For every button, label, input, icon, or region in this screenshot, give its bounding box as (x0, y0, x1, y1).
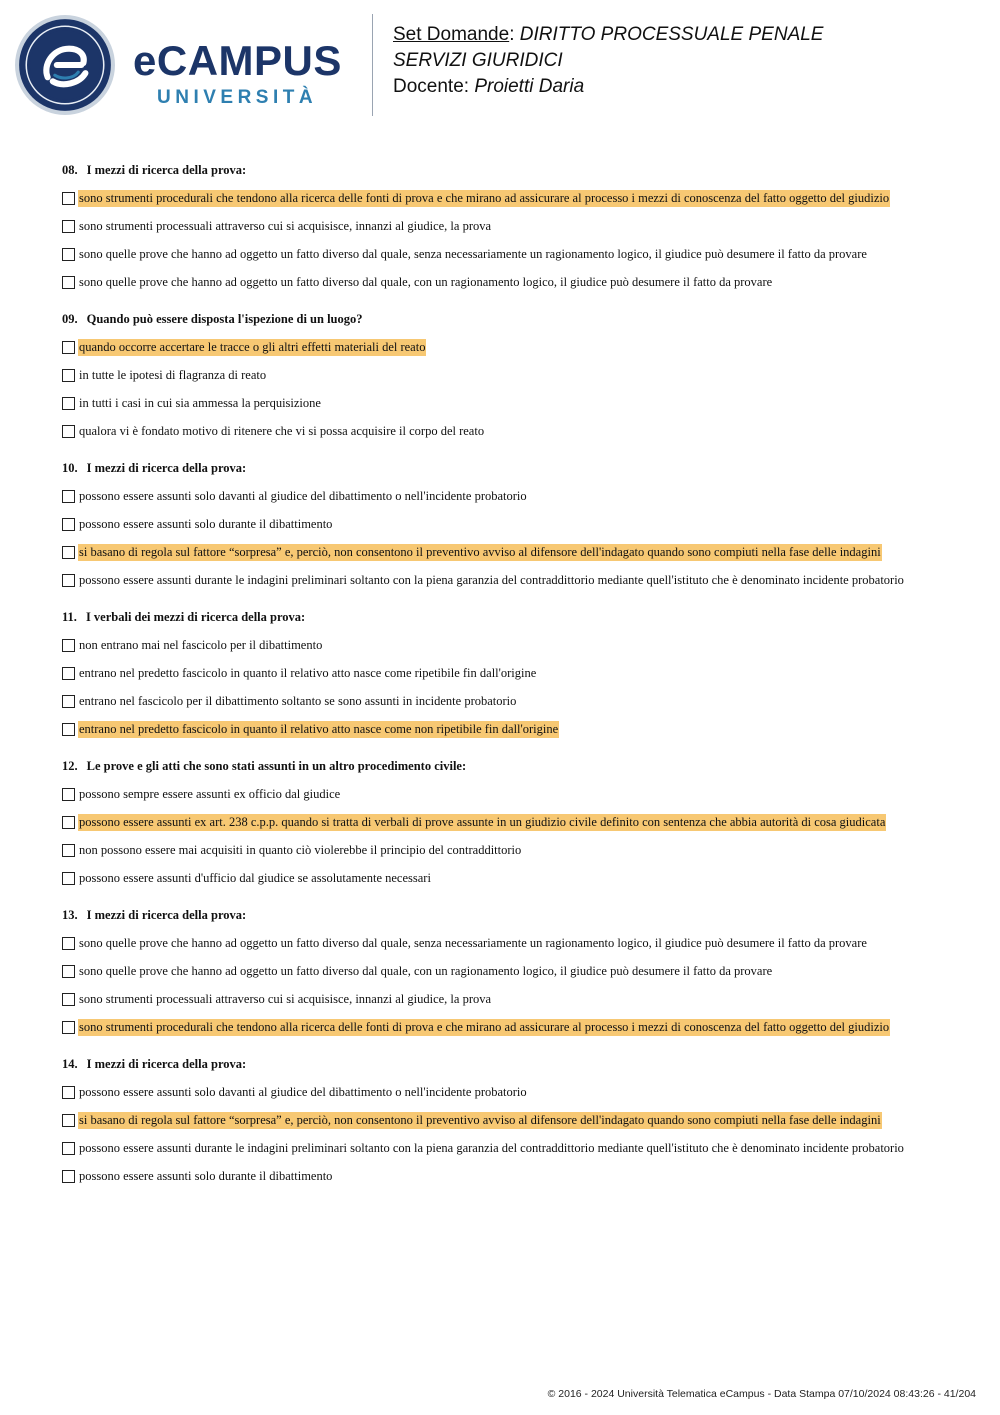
answer-checkbox[interactable] (62, 341, 75, 354)
answer-option[interactable] (62, 510, 982, 538)
ecampus-logo (133, 37, 358, 109)
answer-text-highlighted: si basano di regola sul fattore “sorpresa” e, perciò, non consentono il preventivo avviso al difensore dell'indagato quando sono compiuti nella fase delle indagini (79, 1112, 881, 1127)
answer-text: sono quelle prove che hanno ad oggetto un fatto diverso dal quale, senza necessariamente un ragionamento logico, il giudice può desumere il fatto da provare (79, 935, 867, 950)
answer-checkbox[interactable] (62, 546, 75, 559)
answer-text: possono essere assunti d'ufficio dal giudice se assolutamente necessari (79, 870, 431, 885)
answer-text: qualora vi è fondato motivo di ritenere che vi si possa acquisire il corpo del reato (79, 423, 485, 438)
question-text: I mezzi di ricerca della prova: (86, 908, 247, 922)
answer-text-highlighted: si basano di regola sul fattore “sorpresa” e, perciò, non consentono il preventivo avviso al difensore dell'indagato quando sono compiuti nella fase delle indagini (79, 544, 881, 559)
logo-wordmark: eCAMPUS (133, 37, 342, 84)
answer-checkbox[interactable] (62, 667, 75, 680)
answer-checkbox[interactable] (62, 574, 75, 587)
answer-checkbox[interactable] (62, 788, 75, 801)
answer-text: possono sempre essere assunti ex officio dal giudice (79, 786, 341, 801)
question-title (62, 758, 982, 774)
answer-text: sono quelle prove che hanno ad oggetto un fatto diverso dal quale, senza necessariamente un ragionamento logico, il giudice può desumere il fatto da provare (79, 246, 867, 261)
answer-option[interactable] (62, 659, 982, 687)
question-text: I verbali dei mezzi di ricerca della prova: (85, 610, 306, 624)
answer-text-highlighted: entrano nel predetto fascicolo in quanto il relativo atto nasce come non ripetibile fin dall'origine (79, 721, 559, 736)
teacher-line (393, 74, 983, 100)
question-text: I mezzi di ricerca della prova: (86, 1057, 247, 1071)
answer-option[interactable] (62, 482, 982, 510)
set-label: Set Domande (393, 24, 510, 45)
answer-checkbox[interactable] (62, 723, 75, 736)
answer-text: possono essere assunti durante le indagini preliminari soltanto con la piena garanzia del contraddittorio mediante quell'istituto che è denominato incidente probatorio (79, 572, 904, 587)
answer-text: non entrano mai nel fascicolo per il dibattimento (79, 637, 323, 652)
answer-option[interactable] (62, 538, 982, 566)
answer-option[interactable] (62, 715, 982, 743)
answer-option[interactable] (62, 1134, 982, 1162)
question-number: 09. (62, 312, 78, 326)
answer-text: entrano nel fascicolo per il dibattimento soltanto se sono assunti in incidente probatorio (79, 693, 517, 708)
answer-text: in tutte le ipotesi di flagranza di reato (79, 367, 267, 382)
question-number: 12. (62, 759, 78, 773)
question-block (62, 460, 982, 594)
answer-text: in tutti i casi in cui sia ammessa la perquisizione (79, 395, 321, 410)
subject-line-2: SERVIZI GIURIDICI (393, 50, 563, 71)
answer-text: possono essere assunti solo durante il dibattimento (79, 516, 333, 531)
answer-checkbox[interactable] (62, 490, 75, 503)
answer-checkbox[interactable] (62, 518, 75, 531)
page-footer: © 2016 - 2024 Università Telematica eCampus - Data Stampa 07/10/2024 08:43:26 - 41/204 (547, 1388, 976, 1400)
answer-option[interactable] (62, 836, 982, 864)
teacher-name: Proietti Daria (474, 76, 585, 97)
answer-checkbox[interactable] (62, 872, 75, 885)
answer-option[interactable] (62, 687, 982, 715)
answer-text: non possono essere mai acquisiti in quanto ciò violerebbe il principio del contraddittorio (79, 842, 522, 857)
answer-checkbox[interactable] (62, 1021, 75, 1034)
answer-checkbox[interactable] (62, 1142, 75, 1155)
question-title (62, 1056, 982, 1072)
answer-checkbox[interactable] (62, 816, 75, 829)
answer-text-highlighted: quando occorre accertare le tracce o gli altri effetti materiali del reato (79, 339, 426, 354)
answer-text: sono strumenti processuali attraverso cui si acquisisce, innanzi al giudice, la prova (79, 991, 492, 1006)
answer-checkbox[interactable] (62, 1086, 75, 1099)
answer-text: possono essere assunti durante le indagini preliminari soltanto con la piena garanzia del contraddittorio mediante quell'istituto che è denominato incidente probatorio (79, 1140, 904, 1155)
question-number: 10. (62, 461, 78, 475)
answer-option[interactable] (62, 808, 982, 836)
answer-checkbox[interactable] (62, 1170, 75, 1183)
header-info (393, 22, 983, 100)
subject-line-1: DIRITTO PROCESSUALE PENALE (519, 24, 824, 45)
answer-text: sono quelle prove che hanno ad oggetto un fatto diverso dal quale, con un ragionamento logico, il giudice può desumere il fatto da provare (79, 963, 773, 978)
answer-text: possono essere assunti solo davanti al giudice del dibattimento o nell'incidente probatorio (79, 1084, 527, 1099)
question-text: Le prove e gli atti che sono stati assunti in un altro procedimento civile: (86, 759, 467, 773)
answer-text-highlighted: sono strumenti procedurali che tendono alla ricerca delle fonti di prova e che mirano ad assicurare al processo i mezzi di conoscenza del fatto oggetto del giudizio (79, 190, 890, 205)
teacher-label: Docente: (393, 76, 470, 97)
answer-option[interactable] (62, 1013, 982, 1041)
question-block (62, 311, 982, 445)
question-number: 08. (62, 163, 78, 177)
answer-checkbox[interactable] (62, 276, 75, 289)
question-title (62, 162, 982, 178)
answer-option[interactable] (62, 1078, 982, 1106)
question-block (62, 609, 982, 743)
answer-checkbox[interactable] (62, 965, 75, 978)
question-title (62, 907, 982, 923)
answer-option[interactable] (62, 780, 982, 808)
answer-checkbox[interactable] (62, 844, 75, 857)
answer-checkbox[interactable] (62, 397, 75, 410)
question-title (62, 460, 982, 476)
question-block (62, 162, 982, 296)
answer-checkbox[interactable] (62, 248, 75, 261)
set-line (393, 22, 983, 48)
answer-option[interactable] (62, 333, 982, 361)
answer-checkbox[interactable] (62, 425, 75, 438)
answer-checkbox[interactable] (62, 369, 75, 382)
answer-option[interactable] (62, 417, 982, 445)
answer-option[interactable] (62, 268, 982, 296)
question-number: 11. (62, 610, 77, 624)
answer-text-highlighted: sono strumenti procedurali che tendono alla ricerca delle fonti di prova e che mirano ad assicurare al processo i mezzi di conoscenza del fatto oggetto del giudizio (79, 1019, 890, 1034)
question-number: 13. (62, 908, 78, 922)
answer-option[interactable] (62, 240, 982, 268)
question-block (62, 758, 982, 892)
question-title (62, 311, 982, 327)
question-text: Quando può essere disposta l'ispezione di un luogo? (86, 312, 363, 326)
header-divider (372, 14, 373, 116)
answer-option[interactable] (62, 184, 982, 212)
answer-text: sono quelle prove che hanno ad oggetto un fatto diverso dal quale, con un ragionamento logico, il giudice può desumere il fatto da provare (79, 274, 773, 289)
answer-text: possono essere assunti solo davanti al giudice del dibattimento o nell'incidente probatorio (79, 488, 527, 503)
set-separator: : (509, 24, 515, 45)
page-header (0, 0, 1000, 130)
answer-checkbox[interactable] (62, 192, 75, 205)
answer-option[interactable] (62, 212, 982, 240)
answer-option[interactable] (62, 1162, 982, 1190)
answer-checkbox[interactable] (62, 695, 75, 708)
answer-option[interactable] (62, 631, 982, 659)
answer-text-highlighted: possono essere assunti ex art. 238 c.p.p. quando si tratta di verbali di prove assunte in un giudizio civile definito con sentenza che abbia autorità di cosa giudicata (79, 814, 886, 829)
answer-option[interactable] (62, 929, 982, 957)
question-text: I mezzi di ricerca della prova: (86, 163, 247, 177)
answer-text: entrano nel predetto fascicolo in quanto il relativo atto nasce come ripetibile fin dall'origine (79, 665, 537, 680)
question-block (62, 907, 982, 1041)
answer-option[interactable] (62, 566, 982, 594)
answer-text: sono strumenti processuali attraverso cui si acquisisce, innanzi al giudice, la prova (79, 218, 492, 233)
answer-option[interactable] (62, 864, 982, 892)
answer-option[interactable] (62, 957, 982, 985)
answer-option[interactable] (62, 389, 982, 417)
question-title (62, 609, 982, 625)
answer-checkbox[interactable] (62, 1114, 75, 1127)
question-text: I mezzi di ricerca della prova: (86, 461, 247, 475)
questions-list (62, 162, 982, 1205)
answer-text: possono essere assunti solo durante il dibattimento (79, 1168, 333, 1183)
answer-checkbox[interactable] (62, 937, 75, 950)
question-number: 14. (62, 1057, 78, 1071)
answer-option[interactable] (62, 361, 982, 389)
question-block (62, 1056, 982, 1190)
answer-checkbox[interactable] (62, 993, 75, 1006)
logo-subtitle: UNIVERSITÀ (157, 87, 318, 108)
answer-option[interactable] (62, 985, 982, 1013)
ecampus-emblem-icon (14, 14, 116, 116)
answer-checkbox[interactable] (62, 639, 75, 652)
answer-option[interactable] (62, 1106, 982, 1134)
answer-checkbox[interactable] (62, 220, 75, 233)
